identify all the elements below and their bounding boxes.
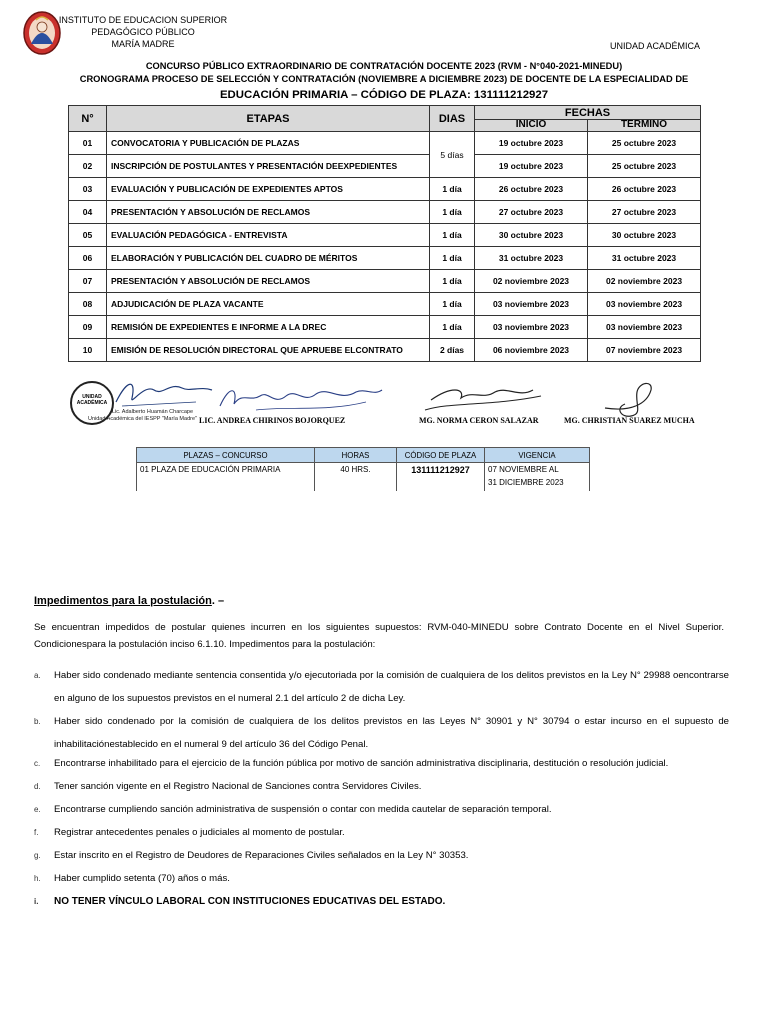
row-stage: ADJUDICACIÓN DE PLAZA VACANTE [107,293,430,316]
academic-unit-seal: UNIDAD ACADÉMICA [70,381,114,425]
institution-name [58,14,228,50]
signer-name-4: MG. CHRISTIAN SUAREZ MUCHA [564,416,695,425]
item-marker: g. [34,851,41,860]
row-days: 1 día [430,247,475,270]
document-title-line3: EDUCACIÓN PRIMARIA – CÓDIGO DE PLAZA: 131111212927 [219,89,549,101]
row-end: 03 noviembre 2023 [588,293,701,316]
row-days: 1 día [430,178,475,201]
header-start [475,120,588,132]
row-end: 02 noviembre 2023 [588,270,701,293]
table-row [69,155,701,178]
row-stage: EVALUACIÓN PEDAGÓGICA - ENTREVISTA [107,224,430,247]
row-start: 03 noviembre 2023 [475,293,588,316]
header-code: CÓDIGO DE PLAZA [397,448,485,463]
list-item [34,779,729,802]
item-text: Estar inscrito en el Registro de Deudores de Reparaciones Civiles señalados en la Ley N° 30353. [54,850,469,861]
item-text: Haber sido condenado mediante sentencia consentida y/o ejecutoriada por la comisión de cualquiera de los delitos previstos en la Ley N° 29988 oencontrarse en alguno de los supuestos previstos en el numeral 2.1 del artículo 2 de dicha Ley. [54,670,729,704]
plaza-validity-line1: 07 NOVIEMBRE AL [488,465,559,474]
row-end: 07 noviembre 2023 [588,339,701,362]
row-num: 05 [69,224,107,247]
plaza-hours: 40 HRS. [315,463,397,492]
item-marker: d. [34,782,41,791]
row-stage: EMISIÓN DE RESOLUCIÓN DIRECTORAL QUE APRUEBE ELCONTRATO [107,339,430,362]
row-end: 25 octubre 2023 [588,132,701,155]
row-start: 26 octubre 2023 [475,178,588,201]
header-dates: FECHAS [475,106,701,120]
row-stage: ELABORACIÓN Y PUBLICACIÓN DEL CUADRO DE MÉRITOS [107,247,430,270]
schedule-header-row [69,106,701,120]
row-days: 1 día [430,224,475,247]
list-item [34,894,729,917]
row-days: 2 días [430,339,475,362]
table-row [69,178,701,201]
item-marker: b. [34,717,41,726]
item-text: Encontrarse cumpliendo sanción administrativa de suspensión o contar con medida cautelar de separación temporal. [54,804,552,815]
table-row [69,316,701,339]
row-num: 06 [69,247,107,270]
row-days: 1 día [430,316,475,339]
row-end: 25 octubre 2023 [588,155,701,178]
row-start: 30 octubre 2023 [475,224,588,247]
list-item [34,710,729,756]
plazas-header-row [137,448,590,463]
row-days: 1 día [430,270,475,293]
impediments-list [34,664,729,917]
row-end: 30 octubre 2023 [588,224,701,247]
item-text: Encontrarse inhabilitado para el ejercicio de la función pública por motivo de sanción administrativa disciplinaria, destitución o resolución judicial. [54,758,669,769]
header-stages: ETAPAS [107,106,430,132]
unit-label: UNIDAD ACADÉMICA [610,41,701,51]
table-row [69,293,701,316]
plaza-validity [485,463,590,492]
institution-logo [22,10,62,56]
row-stage: EVALUACIÓN Y PUBLICACIÓN DE EXPEDIENTES APTOS [107,178,430,201]
row-end: 31 octubre 2023 [588,247,701,270]
row-days: 1 día [430,201,475,224]
item-marker: a. [34,671,41,680]
signature-1-icon [110,376,220,410]
list-item [34,756,729,779]
row-start: 19 octubre 2023 [475,155,588,178]
table-row [69,247,701,270]
document-title-line1: CONCURSO PÚBLICO EXTRAORDINARIO DE CONTRATACIÓN DOCENTE 2023 (RVM - N°040-2021-MINEDU) [145,61,623,71]
header-plazas: PLAZAS – CONCURSO [137,448,315,463]
institution-line: INSTITUTO DE EDUCACION SUPERIOR [58,15,228,25]
list-item [34,664,729,710]
impediments-title: Impedimentos para la postulación [34,595,212,607]
item-marker: h. [34,874,41,883]
first-signer-caption-line1: Lic. Adalberto Huamán Charcape [112,409,194,415]
header-hours: HORAS [315,448,397,463]
row-num: 09 [69,316,107,339]
document-title-line2: CRONOGRAMA PROCESO DE SELECCIÓN Y CONTRATACIÓN (NOVIEMBRE A DICIEMBRE 2023) DE DOCENTE DE LA ESPECIALIDAD DE [79,74,689,84]
row-num: 03 [69,178,107,201]
row-start: 03 noviembre 2023 [475,316,588,339]
item-text: NO TENER VÍNCULO LABORAL CON INSTITUCIONES EDUCATIVAS DEL ESTADO. [54,896,446,907]
header-end-label: TERMINO [620,118,668,130]
row-stage: CONVOCATORIA Y PUBLICACIÓN DE PLAZAS [107,132,430,155]
row-start: 02 noviembre 2023 [475,270,588,293]
table-row [69,132,701,155]
schedule-table [68,105,701,362]
header-start-label: INICIO [515,118,547,130]
signature-4-icon [591,378,671,418]
row-days: 1 día [430,293,475,316]
item-text: Haber sido condenado por la comisión de cualquiera de los delitos previstos en las Leyes N° 30901 y N° 30794 o estar incurso en el supuesto de inhabilitaciónestablecido en el numeral 9 del artículo 36 del Código Penal. [54,716,729,750]
item-marker: e. [34,805,41,814]
list-item [34,825,729,848]
signer-name-2: LIC. ANDREA CHIRINOS BOJORQUEZ [199,416,346,425]
table-row [69,201,701,224]
item-marker: i. [34,897,39,906]
row-stage: PRESENTACIÓN Y ABSOLUCIÓN DE RECLAMOS [107,201,430,224]
item-text: Haber cumplido setenta (70) años o más. [54,873,230,884]
list-item [34,871,729,894]
plaza-code: 131111212927 [397,463,485,492]
first-signer-caption-line2: Unidad Académica del IESPP "María Madre" [88,416,197,422]
row-num: 01 [69,132,107,155]
row-num: 02 [69,155,107,178]
item-text: Tener sanción vigente en el Registro Nacional de Sanciones contra Servidores Civiles. [54,781,422,792]
list-item [34,848,729,871]
row-stage: REMISIÓN DE EXPEDIENTES E INFORME A LA DREC [107,316,430,339]
row-days: 5 días [430,132,475,178]
row-num: 10 [69,339,107,362]
header-validity: VIGENCIA [485,448,590,463]
header-end [588,120,701,132]
table-row [137,463,590,492]
row-num: 07 [69,270,107,293]
list-item [34,802,729,825]
row-end: 27 octubre 2023 [588,201,701,224]
signature-3-icon [421,380,551,414]
row-start: 27 octubre 2023 [475,201,588,224]
row-start: 19 octubre 2023 [475,132,588,155]
plazas-table [136,447,590,491]
institution-line: PEDAGÓGICO PÚBLICO [91,27,195,37]
table-row [69,224,701,247]
institution-line: MARÍA MADRE [111,39,175,49]
row-end: 03 noviembre 2023 [588,316,701,339]
plaza-validity-line2: 31 DICIEMBRE 2023 [488,478,564,487]
row-start: 31 octubre 2023 [475,247,588,270]
row-num: 08 [69,293,107,316]
header-days: DIAS [430,106,475,132]
item-text: Registrar antecedentes penales o judiciales al momento de postular. [54,827,345,838]
signature-2-icon [216,380,386,414]
row-num: 04 [69,201,107,224]
impediments-heading [34,595,224,607]
signature-row [66,376,706,426]
row-start: 06 noviembre 2023 [475,339,588,362]
row-stage: INSCRIPCIÓN DE POSTULANTES Y PRESENTACIÓN DEEXPEDIENTES [107,155,430,178]
row-end: 26 octubre 2023 [588,178,701,201]
row-stage: PRESENTACIÓN Y ABSOLUCIÓN DE RECLAMOS [107,270,430,293]
table-row [69,270,701,293]
impediments-title-suffix: . – [211,595,225,607]
table-row [69,339,701,362]
impediments-intro: Se encuentran impedidos de postular quienes incurren en los siguientes supuestos: RVM-040-MINEDU sobre Contrato Docente en el Nivel Superior. Condicionespara la postulación inciso 6.1.10. Impedimentos para la postulación: [34,622,724,650]
item-marker: c. [34,759,41,768]
signer-name-3: MG. NORMA CERON SALAZAR [419,416,539,425]
plaza-name: 01 PLAZA DE EDUCACIÓN PRIMARIA [137,463,315,492]
header-num: N° [69,106,107,132]
item-marker: f. [34,828,39,837]
